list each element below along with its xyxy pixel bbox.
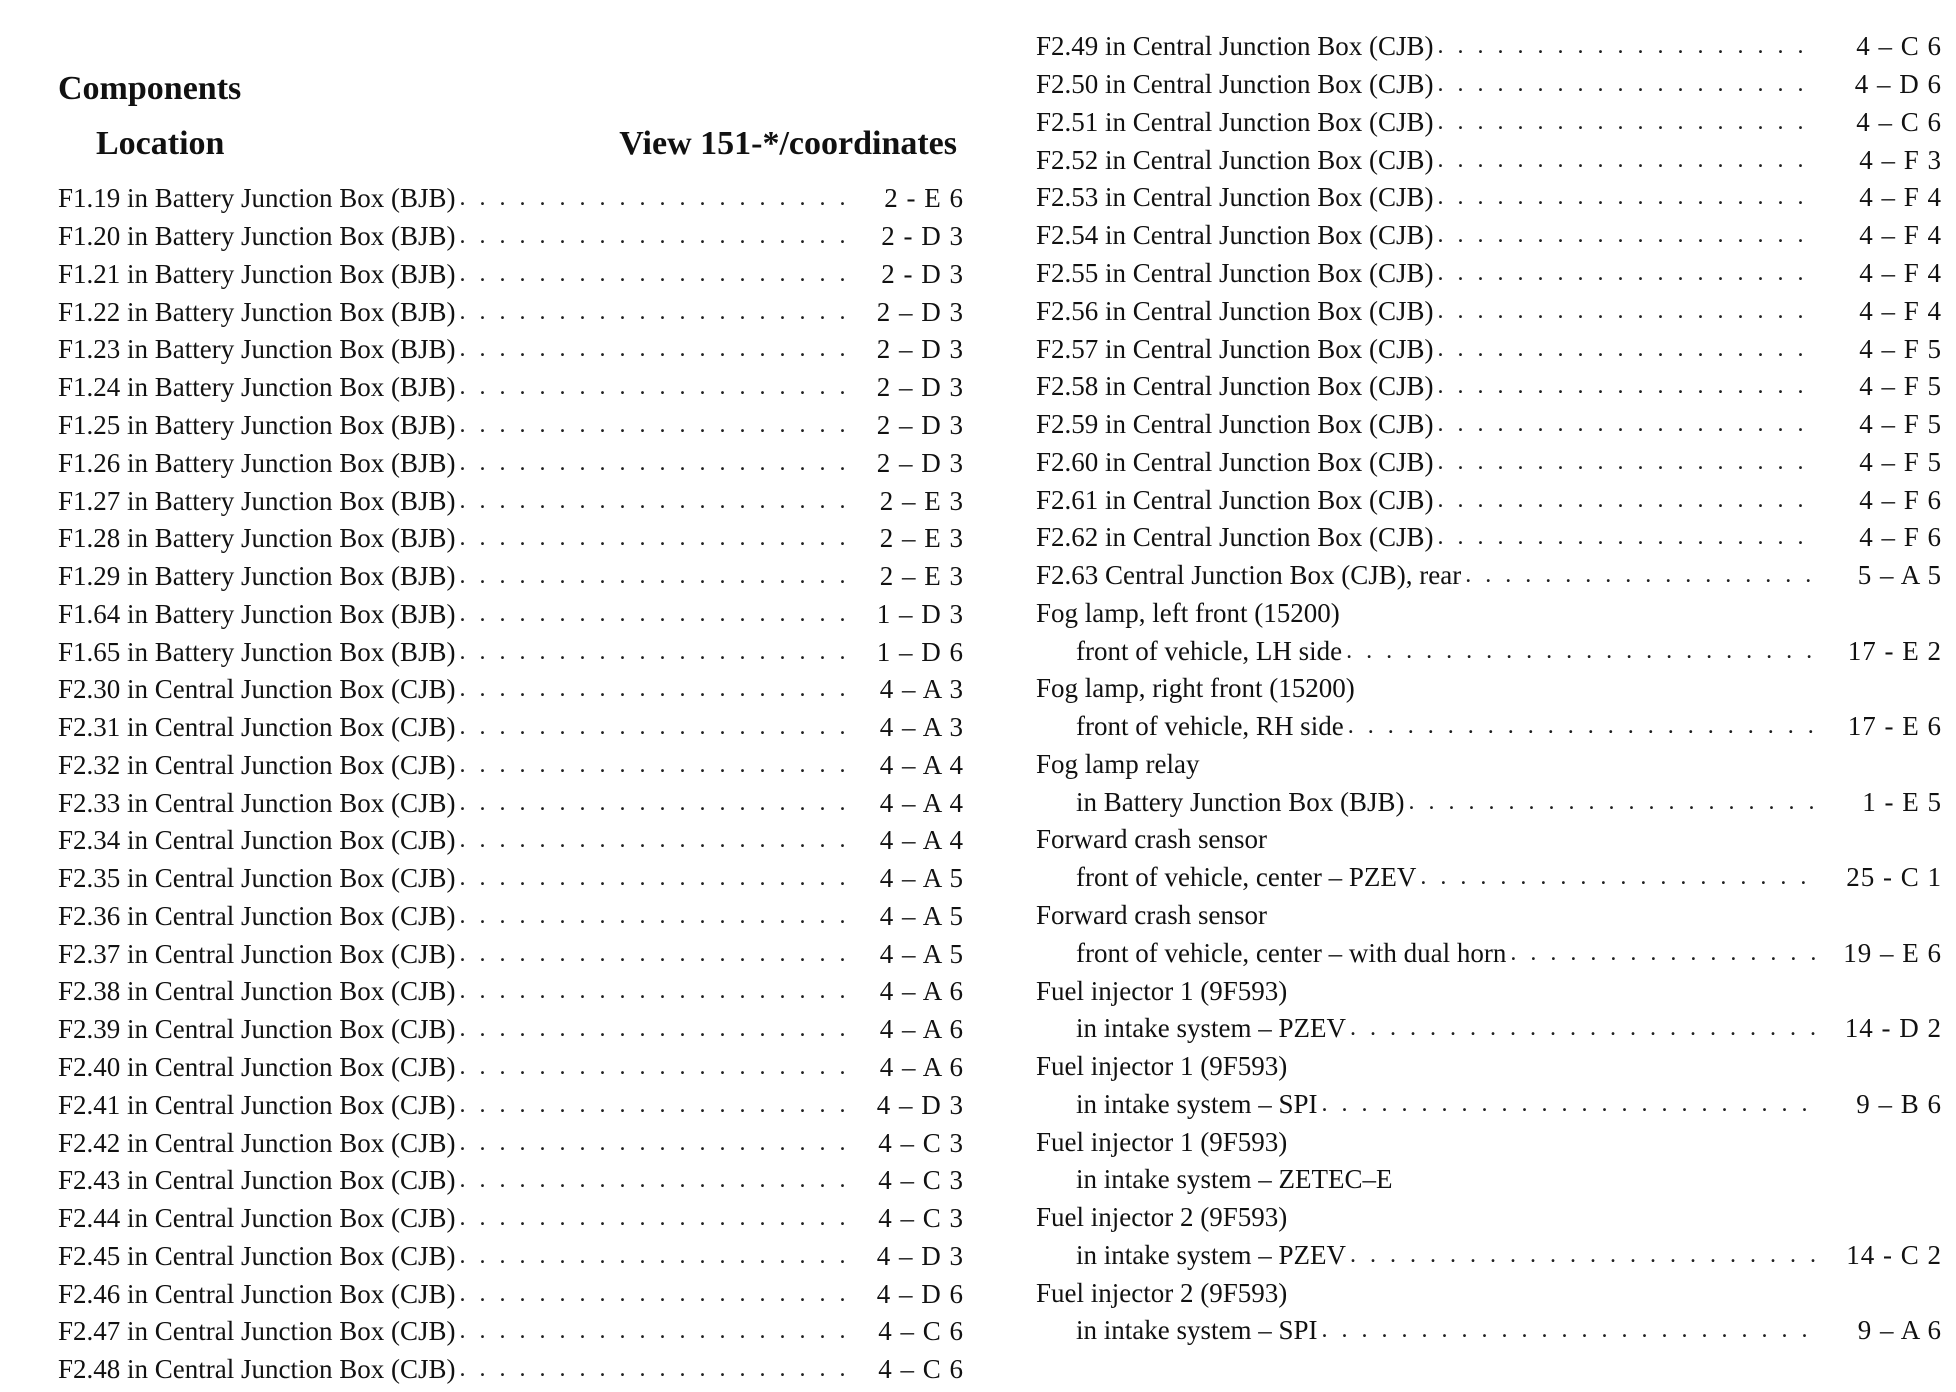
entry-label: F2.59 in Central Junction Box (CJB): [1036, 409, 1434, 440]
dot-leader: [460, 450, 844, 477]
entry-coordinates: 2 – E 3: [879, 561, 964, 592]
entry-label: F2.54 in Central Junction Box (CJB): [1036, 220, 1434, 251]
entry-label: F2.35 in Central Junction Box (CJB): [58, 863, 456, 894]
dot-leader: [460, 261, 844, 288]
entry-coordinates: 4 – F 5: [1859, 371, 1942, 402]
entry-label: F2.31 in Central Junction Box (CJB): [58, 712, 456, 743]
entry-coordinates: 1 - E 5: [1862, 786, 1942, 817]
index-entry: [1036, 1048, 1942, 1086]
index-entry: [1036, 368, 1942, 406]
entry-coordinates: 9 – A 6: [1857, 1315, 1942, 1346]
entry-label: F1.24 in Battery Junction Box (BJB): [58, 372, 456, 403]
index-entry: [1036, 28, 1942, 66]
index-entry: [58, 293, 964, 331]
entry-label: F2.56 in Central Junction Box (CJB): [1036, 295, 1434, 326]
dot-leader: [460, 827, 844, 854]
entry-coordinates: 4 – C 6: [1856, 106, 1942, 137]
index-entry: [58, 784, 964, 822]
index-entry: [1036, 1161, 1942, 1199]
entry-label: Forward crash sensor: [1036, 824, 1267, 855]
entry-label: F2.43 in Central Junction Box (CJB): [58, 1165, 456, 1196]
index-entry: [58, 633, 964, 671]
dot-leader: [1438, 524, 1819, 551]
entry-coordinates: 2 – E 3: [879, 523, 964, 554]
entry-coordinates: 4 – F 4: [1859, 257, 1942, 288]
entry-label: F1.19 in Battery Junction Box (BJB): [58, 183, 456, 214]
entry-coordinates: 4 – A 4: [879, 825, 964, 856]
entry-label: F2.55 in Central Junction Box (CJB): [1036, 257, 1434, 288]
index-entry: [1036, 708, 1942, 746]
index-entry: [58, 407, 964, 445]
entry-label: F2.39 in Central Junction Box (CJB): [58, 1014, 456, 1045]
dot-leader: [460, 1016, 844, 1043]
entry-coordinates: 4 – C 3: [878, 1165, 964, 1196]
entry-label: F2.32 in Central Junction Box (CJB): [58, 749, 456, 780]
dot-leader: [1322, 1091, 1819, 1118]
dot-leader: [1346, 638, 1818, 665]
entry-label: F2.60 in Central Junction Box (CJB): [1036, 446, 1434, 477]
dot-leader: [460, 185, 844, 212]
entry-coordinates: 2 – D 3: [876, 334, 964, 365]
dot-leader: [1408, 789, 1818, 816]
dot-leader: [1438, 147, 1819, 174]
index-entry: [58, 256, 964, 294]
index-entry: [1036, 972, 1942, 1010]
entry-coordinates: 4 – F 3: [1859, 144, 1942, 175]
entry-coordinates: 1 – D 3: [876, 598, 964, 629]
entry-label: front of vehicle, center – with dual horn: [1076, 937, 1507, 968]
entry-label: F2.36 in Central Junction Box (CJB): [58, 900, 456, 931]
entry-label: F1.29 in Battery Junction Box (BJB): [58, 561, 456, 592]
index-entry: [58, 558, 964, 596]
dot-leader: [1438, 71, 1819, 98]
entry-label: Fog lamp relay: [1036, 748, 1200, 779]
entry-coordinates: 4 – D 3: [876, 1089, 964, 1120]
dot-leader: [460, 412, 844, 439]
entry-coordinates: 4 – A 6: [879, 1051, 964, 1082]
entry-coordinates: 4 – F 4: [1859, 220, 1942, 251]
index-entry: [1036, 670, 1942, 708]
dot-leader: [1438, 487, 1819, 514]
index-entry: [1036, 1123, 1942, 1161]
entry-coordinates: 4 – A 6: [879, 1014, 964, 1045]
entry-label: Fuel injector 1 (9F593): [1036, 975, 1288, 1006]
entry-coordinates: 2 – D 3: [876, 447, 964, 478]
index-entry: [58, 1124, 964, 1162]
entry-coordinates: 4 – A 6: [879, 976, 964, 1007]
entry-label: F1.21 in Battery Junction Box (BJB): [58, 258, 456, 289]
entry-label: F1.25 in Battery Junction Box (BJB): [58, 409, 456, 440]
entry-label: F2.42 in Central Junction Box (CJB): [58, 1127, 456, 1158]
entry-label: F2.38 in Central Junction Box (CJB): [58, 976, 456, 1007]
index-entry: [58, 1011, 964, 1049]
entry-label: F2.46 in Central Junction Box (CJB): [58, 1278, 456, 1309]
entry-coordinates: 4 – A 5: [879, 900, 964, 931]
index-entry: [1036, 1274, 1942, 1312]
index-entry: [58, 331, 964, 369]
index-entry: [58, 822, 964, 860]
index-entry: [58, 1237, 964, 1275]
index-entry: [58, 935, 964, 973]
entry-label: F2.48 in Central Junction Box (CJB): [58, 1354, 456, 1385]
entry-coordinates: 4 – D 6: [1854, 69, 1942, 100]
entry-label: F2.52 in Central Junction Box (CJB): [1036, 144, 1434, 175]
dot-leader: [460, 978, 844, 1005]
index-entry: [58, 444, 964, 482]
entry-label: F2.45 in Central Junction Box (CJB): [58, 1240, 456, 1271]
index-entry: [1036, 1199, 1942, 1237]
index-entry: [1036, 104, 1942, 142]
entry-coordinates: 4 – F 6: [1859, 522, 1942, 553]
entry-coordinates: 17 - E 2: [1847, 635, 1942, 666]
entry-coordinates: 2 – E 3: [879, 485, 964, 516]
index-entry: [58, 180, 964, 218]
dot-leader: [460, 1205, 844, 1232]
entry-coordinates: 19 – E 6: [1843, 937, 1942, 968]
entry-coordinates: 4 – F 5: [1859, 333, 1942, 364]
dot-leader: [1438, 184, 1819, 211]
entry-coordinates: 25 - C 1: [1846, 862, 1942, 893]
entry-coordinates: 4 – C 6: [878, 1354, 964, 1385]
dot-leader: [1438, 260, 1819, 287]
dot-leader: [460, 676, 844, 703]
entry-label: F2.30 in Central Junction Box (CJB): [58, 674, 456, 705]
dot-leader: [460, 374, 844, 401]
entry-coordinates: 5 – A 5: [1857, 560, 1942, 591]
entry-label: F2.49 in Central Junction Box (CJB): [1036, 31, 1434, 62]
entry-label: F2.51 in Central Junction Box (CJB): [1036, 106, 1434, 137]
entry-label: F1.26 in Battery Junction Box (BJB): [58, 447, 456, 478]
index-entry: [1036, 859, 1942, 897]
entry-coordinates: 2 - D 3: [881, 221, 964, 252]
dot-leader: [460, 1356, 844, 1383]
index-entry: [1036, 481, 1942, 519]
dot-leader: [1438, 33, 1819, 60]
index-entry: [1036, 934, 1942, 972]
index-entry: [1036, 292, 1942, 330]
entry-label: F2.61 in Central Junction Box (CJB): [1036, 484, 1434, 515]
index-entry: [1036, 1010, 1942, 1048]
entry-coordinates: 4 – F 4: [1859, 182, 1942, 213]
dot-leader: [1438, 411, 1819, 438]
index-entry: [58, 671, 964, 709]
index-entry: [58, 482, 964, 520]
entry-coordinates: 4 – F 5: [1859, 409, 1942, 440]
entry-coordinates: 4 – D 3: [876, 1240, 964, 1271]
dot-leader: [460, 1092, 844, 1119]
index-entry: [58, 218, 964, 256]
index-entry: [1036, 783, 1942, 821]
entry-coordinates: 1 – D 6: [876, 636, 964, 667]
index-entry: [58, 520, 964, 558]
index-entry: [1036, 1237, 1942, 1275]
entry-label: F1.27 in Battery Junction Box (BJB): [58, 485, 456, 516]
index-entry: [1036, 141, 1942, 179]
entry-coordinates: 4 – A 4: [879, 749, 964, 780]
entry-label: F2.33 in Central Junction Box (CJB): [58, 787, 456, 818]
entry-label: front of vehicle, LH side: [1076, 635, 1343, 666]
entry-label: in intake system – PZEV: [1076, 1013, 1346, 1044]
dot-leader: [460, 752, 844, 779]
index-entry: [58, 1162, 964, 1200]
dot-leader: [460, 336, 844, 363]
entry-label: F1.23 in Battery Junction Box (BJB): [58, 334, 456, 365]
dot-leader: [460, 563, 844, 590]
entry-label: F2.37 in Central Junction Box (CJB): [58, 938, 456, 969]
dot-leader: [460, 223, 844, 250]
dot-leader: [1350, 1015, 1818, 1042]
entry-label: F2.50 in Central Junction Box (CJB): [1036, 69, 1434, 100]
section-title: Components: [58, 70, 242, 107]
entry-label: F2.41 in Central Junction Box (CJB): [58, 1089, 456, 1120]
index-entry: [1036, 557, 1942, 595]
entry-label: F2.47 in Central Junction Box (CJB): [58, 1316, 456, 1347]
dot-leader: [460, 488, 844, 515]
index-entry: [1036, 1085, 1942, 1123]
entry-coordinates: 4 – A 3: [879, 712, 964, 743]
entry-coordinates: 2 – D 3: [876, 296, 964, 327]
dot-leader: [1322, 1317, 1819, 1344]
dot-leader: [460, 639, 844, 666]
index-entry: [1036, 330, 1942, 368]
entry-label: Fuel injector 1 (9F593): [1036, 1126, 1288, 1157]
index-entry: [58, 369, 964, 407]
entry-coordinates: 2 – D 3: [876, 409, 964, 440]
index-entry: [58, 1086, 964, 1124]
entry-label: Fog lamp, right front (15200): [1036, 673, 1355, 704]
index-entry: [58, 1351, 964, 1389]
entry-label: F2.34 in Central Junction Box (CJB): [58, 825, 456, 856]
entry-label: F2.40 in Central Junction Box (CJB): [58, 1051, 456, 1082]
view-coordinates-column-header: View 151-*/coordinates: [619, 125, 957, 162]
entry-label: F2.58 in Central Junction Box (CJB): [1036, 371, 1434, 402]
entry-label: front of vehicle, RH side: [1076, 711, 1344, 742]
entry-coordinates: 4 – C 3: [878, 1127, 964, 1158]
entry-label: in intake system – SPI: [1076, 1088, 1318, 1119]
dot-leader: [1438, 222, 1819, 249]
index-entry: [58, 860, 964, 898]
entry-coordinates: 4 – F 5: [1859, 446, 1942, 477]
dot-leader: [1465, 562, 1818, 589]
entry-label: F1.28 in Battery Junction Box (BJB): [58, 523, 456, 554]
index-entry: [58, 1200, 964, 1238]
dot-leader: [460, 790, 844, 817]
index-entry: [58, 1049, 964, 1087]
entry-label: in intake system – ZETEC–E: [1076, 1164, 1393, 1195]
entry-coordinates: 17 - E 6: [1847, 711, 1942, 742]
entry-coordinates: 4 – D 6: [876, 1278, 964, 1309]
index-entry: [58, 746, 964, 784]
entry-coordinates: 9 – B 6: [1856, 1088, 1942, 1119]
entry-label: front of vehicle, center – PZEV: [1076, 862, 1417, 893]
dot-leader: [1438, 298, 1819, 325]
entry-coordinates: 2 - D 3: [881, 258, 964, 289]
dot-leader: [460, 1054, 844, 1081]
dot-leader: [460, 299, 844, 326]
entry-coordinates: 4 – A 4: [879, 787, 964, 818]
entry-label: F2.62 in Central Junction Box (CJB): [1036, 522, 1434, 553]
dot-leader: [460, 1130, 844, 1157]
entry-coordinates: 4 – A 5: [879, 938, 964, 969]
entry-label: F1.22 in Battery Junction Box (BJB): [58, 296, 456, 327]
dot-leader: [460, 714, 844, 741]
entry-coordinates: 2 - E 6: [884, 183, 964, 214]
index-entry: [58, 595, 964, 633]
dot-leader: [460, 903, 844, 930]
index-entry: [1036, 746, 1942, 784]
dot-leader: [1438, 373, 1819, 400]
entry-coordinates: 4 – A 3: [879, 674, 964, 705]
entry-coordinates: 14 - C 2: [1846, 1239, 1942, 1270]
dot-leader: [1348, 713, 1818, 740]
dot-leader: [1420, 864, 1818, 891]
index-entry: [1036, 443, 1942, 481]
dot-leader: [460, 1167, 844, 1194]
entry-label: F2.57 in Central Junction Box (CJB): [1036, 333, 1434, 364]
entry-label: Fog lamp, left front (15200): [1036, 597, 1340, 628]
entry-label: Fuel injector 2 (9F593): [1036, 1202, 1288, 1233]
dot-leader: [1438, 109, 1819, 136]
index-entry: [1036, 217, 1942, 255]
index-entry: [1036, 519, 1942, 557]
entry-coordinates: 14 - D 2: [1844, 1013, 1942, 1044]
index-entry: [58, 973, 964, 1011]
entry-label: Fuel injector 2 (9F593): [1036, 1277, 1288, 1308]
location-column-header: Location: [96, 125, 225, 162]
entry-coordinates: 4 – C 3: [878, 1203, 964, 1234]
index-entry: [1036, 594, 1942, 632]
dot-leader: [460, 1318, 844, 1345]
entry-label: F2.44 in Central Junction Box (CJB): [58, 1203, 456, 1234]
entry-label: in intake system – SPI: [1076, 1315, 1318, 1346]
index-entry: [1036, 821, 1942, 859]
dot-leader: [1438, 336, 1819, 363]
entry-label: Fuel injector 1 (9F593): [1036, 1051, 1288, 1082]
entry-label: F2.63 Central Junction Box (CJB), rear: [1036, 560, 1462, 591]
entry-label: F1.20 in Battery Junction Box (BJB): [58, 221, 456, 252]
dot-leader: [1438, 449, 1819, 476]
index-entry: [1036, 1312, 1942, 1350]
dot-leader: [460, 1281, 844, 1308]
entry-label: F1.65 in Battery Junction Box (BJB): [58, 636, 456, 667]
entry-coordinates: 4 – A 5: [879, 863, 964, 894]
index-entry: [1036, 255, 1942, 293]
dot-leader: [460, 865, 844, 892]
index-entry: [58, 709, 964, 747]
index-entry: [58, 898, 964, 936]
dot-leader: [460, 941, 844, 968]
index-entry: [58, 1313, 964, 1351]
index-entry: [1036, 179, 1942, 217]
entry-label: F2.53 in Central Junction Box (CJB): [1036, 182, 1434, 213]
entry-label: F1.64 in Battery Junction Box (BJB): [58, 598, 456, 629]
entry-label: in Battery Junction Box (BJB): [1076, 786, 1405, 817]
dot-leader: [460, 1243, 844, 1270]
index-entry: [1036, 66, 1942, 104]
dot-leader: [460, 601, 844, 628]
index-entry: [1036, 632, 1942, 670]
index-entry: [1036, 897, 1942, 935]
index-entry: [1036, 406, 1942, 444]
entry-coordinates: 4 – F 4: [1859, 295, 1942, 326]
index-entry: [58, 1275, 964, 1313]
left-index-column: [58, 180, 964, 1389]
entry-label: Forward crash sensor: [1036, 899, 1267, 930]
entry-coordinates: 4 – C 6: [1856, 31, 1942, 62]
entry-coordinates: 4 – F 6: [1859, 484, 1942, 515]
dot-leader: [1510, 940, 1818, 967]
dot-leader: [1350, 1242, 1818, 1269]
dot-leader: [460, 525, 844, 552]
right-index-column: [1036, 28, 1942, 1350]
entry-coordinates: 4 – C 6: [878, 1316, 964, 1347]
entry-label: in intake system – PZEV: [1076, 1239, 1346, 1270]
entry-coordinates: 2 – D 3: [876, 372, 964, 403]
